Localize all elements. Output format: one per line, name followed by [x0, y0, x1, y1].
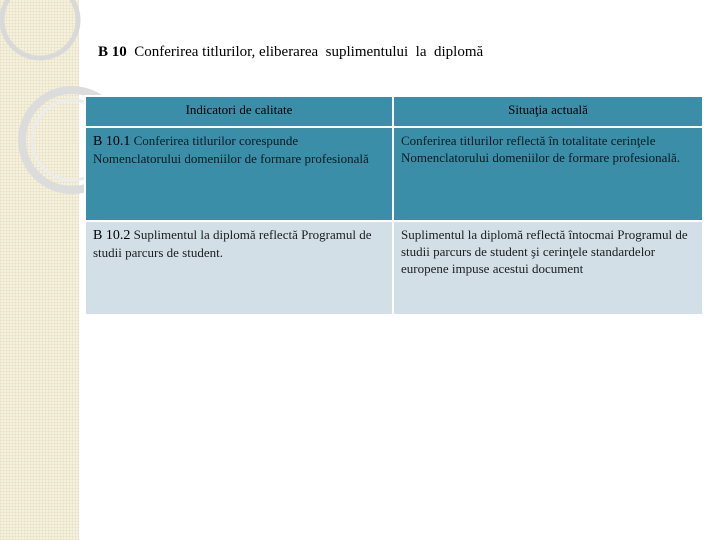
indicator-text: Conferirea titlurilor corespunde Nomenclatorului domeniilor de formare profesională — [93, 133, 369, 166]
indicator-text: Suplimentul la diplomă reflectă Programul de studii parcurs de student. — [93, 227, 372, 260]
indicator-code: B 10.2 — [93, 228, 131, 243]
table-row — [85, 127, 703, 221]
indicator-code: B 10.1 — [93, 134, 131, 149]
indicator-cell — [85, 221, 393, 315]
section-title: Conferirea titlurilor, eliberarea suplimentului la diplomă — [134, 44, 484, 60]
table-row — [85, 221, 703, 315]
status-cell: Conferirea titlurilor reflectă în totalitate cerinţele Nomenclatorului domeniilor de formare profesională. — [393, 127, 703, 221]
table-header-row — [85, 96, 703, 127]
section-code: B 10 — [98, 44, 127, 60]
page-title — [98, 44, 483, 61]
column-header-status: Situaţia actuală — [393, 96, 703, 127]
quality-indicators-table — [84, 95, 704, 316]
indicator-cell — [85, 127, 393, 221]
column-header-indicators: Indicatori de calitate — [85, 96, 393, 127]
status-cell: Suplimentul la diplomă reflectă întocmai Programul de studii parcurs de student şi cerinţele standardelor europene impuse acestui document — [393, 221, 703, 315]
